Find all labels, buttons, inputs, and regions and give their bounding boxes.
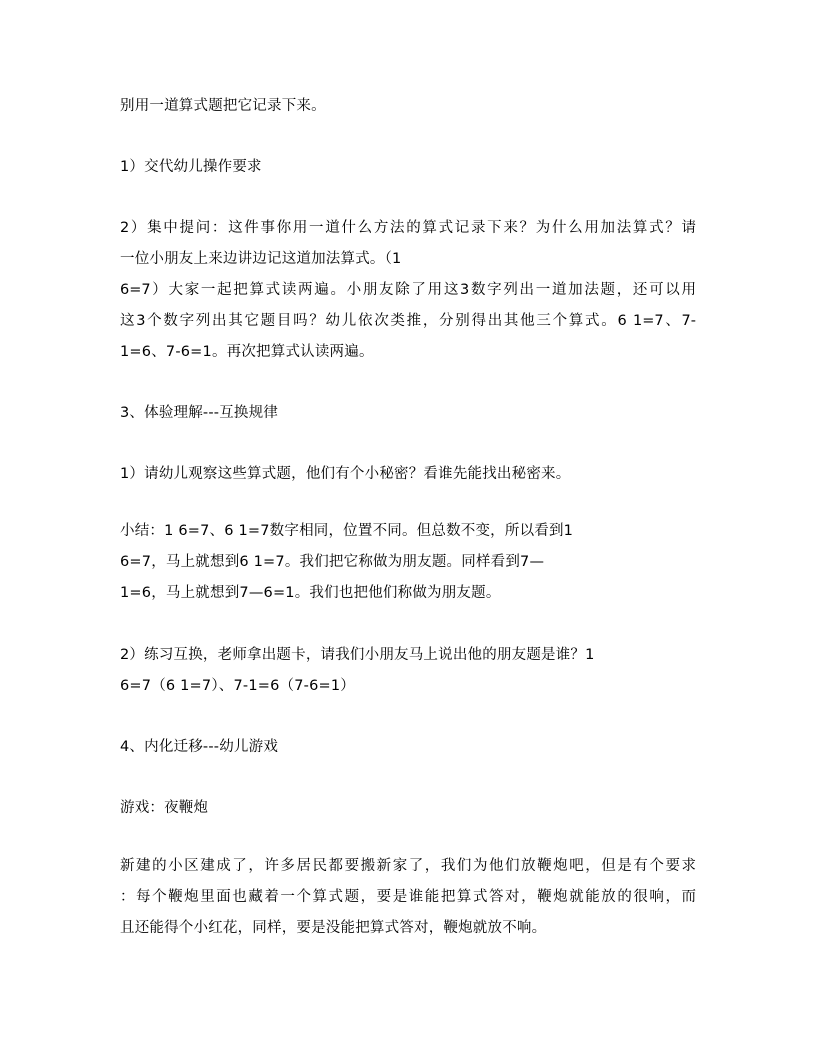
section-heading: 3、体验理解---互换规律 [120, 405, 279, 421]
text-line: 1=6，马上就想到7—6=1。我们也把他们称做为朋友题。 [120, 585, 501, 601]
text-line: 6=7（6 1=7）、7-1=6（7-6=1） [120, 678, 355, 694]
text-line: 游戏：夜鞭炮 [120, 800, 209, 816]
text-line: 这3个数字列出其它题目吗？幼儿依次类推，分别得出其他三个算式。6 1=7、7- [120, 313, 696, 329]
text-line: ：每个鞭炮里面也藏着一个算式题，要是谁能把算式答对，鞭炮就能放的很响，而 [120, 889, 696, 905]
text-line: 6=7，马上就想到6 1=7。我们把它称做为朋友题。同样看到7— [120, 554, 545, 570]
text-line: 一位小朋友上来边讲边记这道加法算式。（1 [120, 251, 402, 267]
text-line: 1）交代幼儿操作要求 [120, 159, 262, 175]
text-line: 1）请幼儿观察这些算式题，他们有个小秘密？看谁先能找出秘密来。 [120, 466, 571, 482]
text-line: 小结：1 6=7、6 1=7数字相同，位置不同。但总数不变，所以看到1 [120, 523, 574, 539]
section-heading: 4、内化迁移---幼儿游戏 [120, 739, 279, 755]
text-line: 别用一道算式题把它记录下来。 [120, 98, 326, 114]
text-line: 新建的小区建成了，许多居民都要搬新家了，我们为他们放鞭炮吧，但是有个要求 [120, 858, 696, 874]
text-line: 6=7）大家一起把算式读两遍。小朋友除了用这3数字列出一道加法题，还可以用 [120, 282, 696, 298]
text-line: 且还能得个小红花，同样，要是没能把算式答对，鞭炮就放不响。 [120, 920, 547, 936]
text-line: 1=6、7-6=1。再次把算式认读两遍。 [120, 344, 374, 360]
text-line: 2）练习互换，老师拿出题卡，请我们小朋友马上说出他的朋友题是谁？1 [120, 647, 595, 663]
text-line: 2）集中提问：这件事你用一道什么方法的算式记录下来？为什么用加法算式？请 [120, 220, 696, 236]
